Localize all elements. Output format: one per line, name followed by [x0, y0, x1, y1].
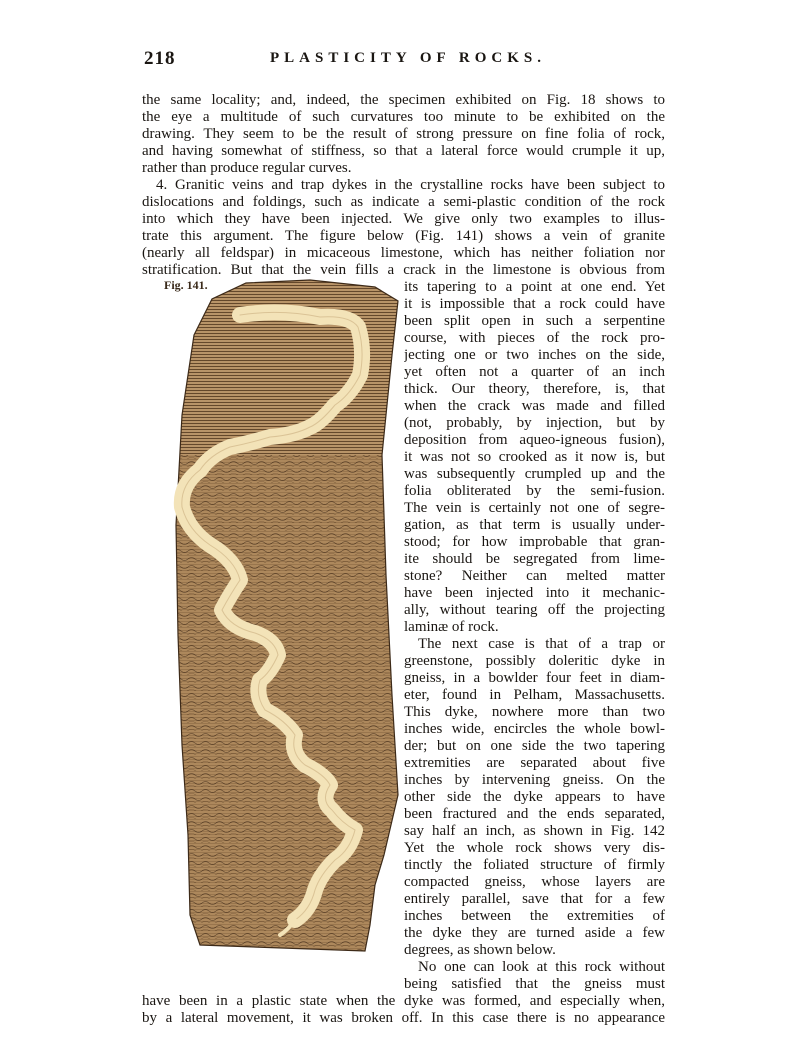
text-line: ite should be segregated from lime- — [404, 551, 665, 567]
text-line: deposition from aqueo-igneous fusion), — [404, 432, 665, 448]
text-line: drawing. They seem to be the result of strong pressure on fine folia of rock, — [142, 126, 665, 142]
figure-141-illustration — [160, 275, 410, 955]
text-line: have been injected into it mechanic- — [404, 585, 665, 601]
text-line: der; but on one side the two tapering — [404, 738, 665, 754]
text-line: laminæ of rock. — [404, 619, 499, 635]
text-line: it is impossible that a rock could have — [404, 296, 665, 312]
text-line: by a lateral movement, it was broken off. In this case there is no appearance — [142, 1010, 665, 1026]
text-line: extremities are separated about five — [404, 755, 665, 771]
text-line: degrees, as shown below. — [404, 942, 556, 958]
page-number: 218 — [144, 48, 176, 69]
text-line: stratification. But that the vein fills a crack in the limestone is obvious from — [142, 262, 665, 278]
text-line: 4. Granitic veins and trap dykes in the crystalline rocks have been subject to — [156, 177, 665, 193]
text-line: into which they have been injected. We give only two examples to illus- — [142, 211, 665, 227]
text-line: being satisfied that the gneiss must — [404, 976, 665, 992]
text-line: ally, without tearing off the projecting — [404, 602, 665, 618]
text-line: yet often not a quarter of an inch — [404, 364, 665, 380]
text-line: when the crack was made and filled — [404, 398, 665, 414]
text-line: the dyke they are turned aside a few — [404, 925, 665, 941]
text-line: its tapering to a point at one end. Yet — [404, 279, 665, 295]
text-line: inches between the extremities of — [404, 908, 665, 924]
text-line: Yet the whole rock shows very dis- — [404, 840, 665, 856]
text-line: was subsequently crumpled up and the — [404, 466, 665, 482]
text-line: gneiss, in a bowlder four feet in diam- — [404, 670, 665, 686]
text-line: inches wide, encircles the whole bowl- — [404, 721, 665, 737]
text-line: and having somewhat of stiffness, so that a lateral force would crumple it up, — [142, 143, 665, 159]
text-line: dislocations and foldings, such as indicate a semi-plastic condition of the rock — [142, 194, 665, 210]
figure-label: Fig. 141. — [164, 278, 208, 292]
text-line: jecting one or two inches on the side, — [404, 347, 665, 363]
text-line: rather than produce regular curves. — [142, 160, 352, 176]
text-line: eter, found in Pelham, Massachusetts. — [404, 687, 665, 703]
text-line: entirely parallel, save that for a few — [404, 891, 665, 907]
rock-specimen-drawing — [160, 275, 410, 955]
text-line: it was not so crooked as it now is, but — [404, 449, 665, 465]
text-line: course, with pieces of the rock pro- — [404, 330, 665, 346]
text-line: thick. Our theory, therefore, is, that — [404, 381, 665, 397]
text-line: trate this argument. The figure below (Fig. 141) shows a vein of granite — [142, 228, 665, 244]
text-line: No one can look at this rock without — [418, 959, 665, 975]
text-line: been fractured and the ends separated, — [404, 806, 665, 822]
text-line: say half an inch, as shown in Fig. 142 — [404, 823, 665, 839]
text-line: other side the dyke appears to have — [404, 789, 665, 805]
text-line: greenstone, possibly doleritic dyke in — [404, 653, 665, 669]
text-line: inches by intervening gneiss. On the — [404, 772, 665, 788]
text-line: The vein is certainly not one of segre- — [404, 500, 665, 516]
text-line: stone? Neither can melted matter — [404, 568, 665, 584]
text-line: (nearly all feldspar) in micaceous limestone, which has neither foliation nor — [142, 245, 665, 261]
text-line: stood; for how improbable that gran- — [404, 534, 665, 550]
text-line: tinctly the foliated structure of firmly — [404, 857, 665, 873]
text-line: compacted gneiss, whose layers are — [404, 874, 665, 890]
text-line: gation, as that term is usually under- — [404, 517, 665, 533]
running-title: PLASTICITY OF ROCKS. — [270, 50, 547, 66]
text-line: have been in a plastic state when the dyke was formed, and especially when, — [142, 993, 665, 1009]
text-line: the eye a multitude of such curvatures too minute to be exhibited on the — [142, 109, 665, 125]
text-line: the same locality; and, indeed, the specimen exhibited on Fig. 18 shows to — [142, 92, 665, 108]
text-line: been split open in such a serpentine — [404, 313, 665, 329]
text-line: folia obliterated by the semi-fusion. — [404, 483, 665, 499]
text-line: The next case is that of a trap or — [418, 636, 665, 652]
text-line: (not, probably, by injection, but by — [404, 415, 665, 431]
text-line: This dyke, nowhere more than two — [404, 704, 665, 720]
